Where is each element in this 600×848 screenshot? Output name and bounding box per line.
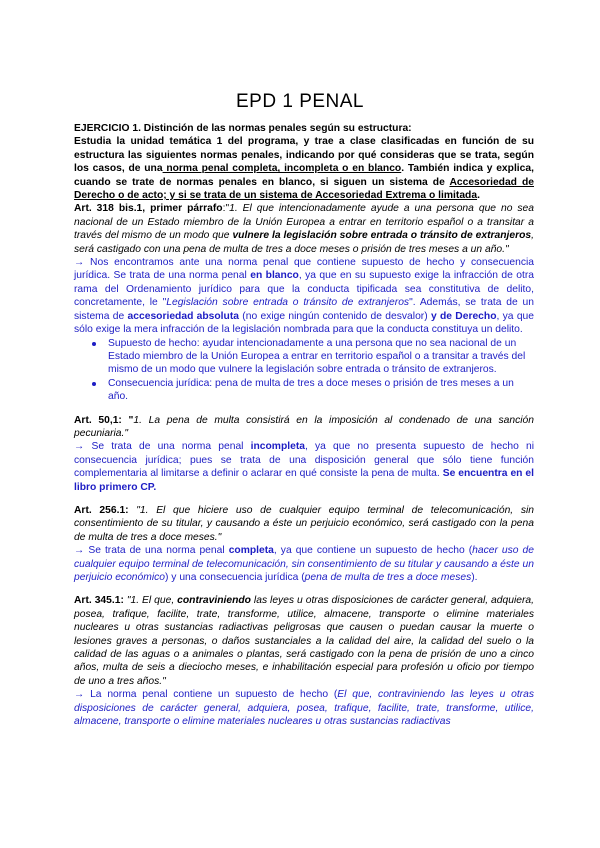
exercise-intro: Estudia la unidad temática 1 del programa, y trae a clase clasificadas en función de su estructura las siguientes normas penales, indicando por qué consideras que se trata, según los casos, de una norma penal completa, incompleta o en blanco. También indica y explica, cuando se trate de normas penales en blanco, si siguen un sistema de Accesoriedad de Derecho o de acto; y si se trata de un sistema de Accesoriedad Extrema o limitada. bbox=[74, 136, 534, 202]
art50-statement: Art. 50,1: "1. La pena de multa consistirá en la imposición al condenado de una sanción pecuniaria." bbox=[74, 414, 534, 439]
art256-answer: → Se trata de una norma penal completa, ya que contiene un supuesto de hecho (hacer uso de cualquier equipo terminal de telecomunicación, sin consentimiento de su titular y causando a éste un perjuicio económico) y una consecuencia jurídica (pena de multa de tres a doce meses). bbox=[74, 545, 534, 583]
art256-statement: Art. 256.1: "1. El que hiciere uso de cualquier equipo terminal de telecomunicación, sin consentimiento de su titular, y causando a éste un perjuicio económico, será castigado con la pena de multa de tres a doce meses." bbox=[74, 504, 534, 543]
art345-answer: → La norma penal contiene un supuesto de hecho (El que, contraviniendo las leyes u otras disposiciones de carácter general, adquiera, posea, trafique, facilite, trate, transforme, utilice, almacene, transporte o elimine materiales nucleares u otras sustancias radiactivas bbox=[74, 689, 534, 728]
exercise-heading: EJERCICIO 1. Distinción de las normas penales según su estructura: bbox=[74, 123, 412, 134]
list-item: Supuesto de hecho: ayudar intencionadamente a una persona que no sea nacional de un Estado miembro de la Unión Europea a entrar en territorio español o a transitar a través del mismo de un modo que vulnere la legislación sobre entrada o tránsito de extranjeros. bbox=[104, 337, 534, 377]
list-item: Consecuencia jurídica: pena de multa de tres a doce meses o prisión de tres meses a un año. bbox=[104, 377, 534, 404]
art50-answer: → Se trata de una norma penal incompleta, ya que no presenta supuesto de hecho ni consecuencia jurídica; pues se trata de una disposición general que sólo tiene función complementaria al limitarse a definir o aclarar en qué consiste la pena de multa. Se encuentra en el libro primero CP. bbox=[74, 441, 535, 493]
document-body bbox=[74, 122, 534, 728]
art345-statement: Art. 345.1: "1. El que, contraviniendo las leyes u otras disposiciones de carácter general, adquiera, posea, trafique, facilite, trate, transforme, utilice, almacene, transporte o elimine materiales nucleares u otras sustancias radiactivas peligrosas que causen o puedan causar la muerte o lesiones graves a personas, o daños sustanciales a la calidad del aire, la calidad del suelo o la calidad de las aguas o a animales o plantas, será castigado con la pena de prisión de uno a cinco años, multa de seis a dieciocho meses, e inhabilitación especial para profesión u oficio por tiempo de uno a tres años." bbox=[74, 595, 534, 687]
page-title: EPD 1 PENAL bbox=[236, 91, 364, 112]
art318-statement: Art. 318 bis.1, primer párrafo:"1. El que intencionadamente ayude a una persona que no sea nacional de un Estado miembro de la Unión Europea a entrar en territorio español o a transitar a través del mismo de un modo que vulnere la legislación sobre entrada o tránsito de extranjeros, será castigado con una pena de multa de tres a doce meses o prisión de tres meses a un año." bbox=[74, 203, 535, 255]
art318-bullet-list bbox=[74, 337, 534, 404]
art318-answer: → Nos encontramos ante una norma penal que contiene supuesto de hecho y consecuencia jurídica. Se trata de una norma penal en blanco, ya que en su supuesto exige la infracción de otra rama del Ordenamiento jurídico para que la conducta tipificada sea constitutiva de delito, concretamente, le "Legislación sobre entrada o tránsito de extranjeros". Además, se trata de un sistema de accesoriedad absoluta (no exige ningún contenido de desvalor) y de Derecho, ya que sólo exige la mera infracción de la legislación nombrada para que la conducta constituya un delito. bbox=[74, 257, 535, 336]
